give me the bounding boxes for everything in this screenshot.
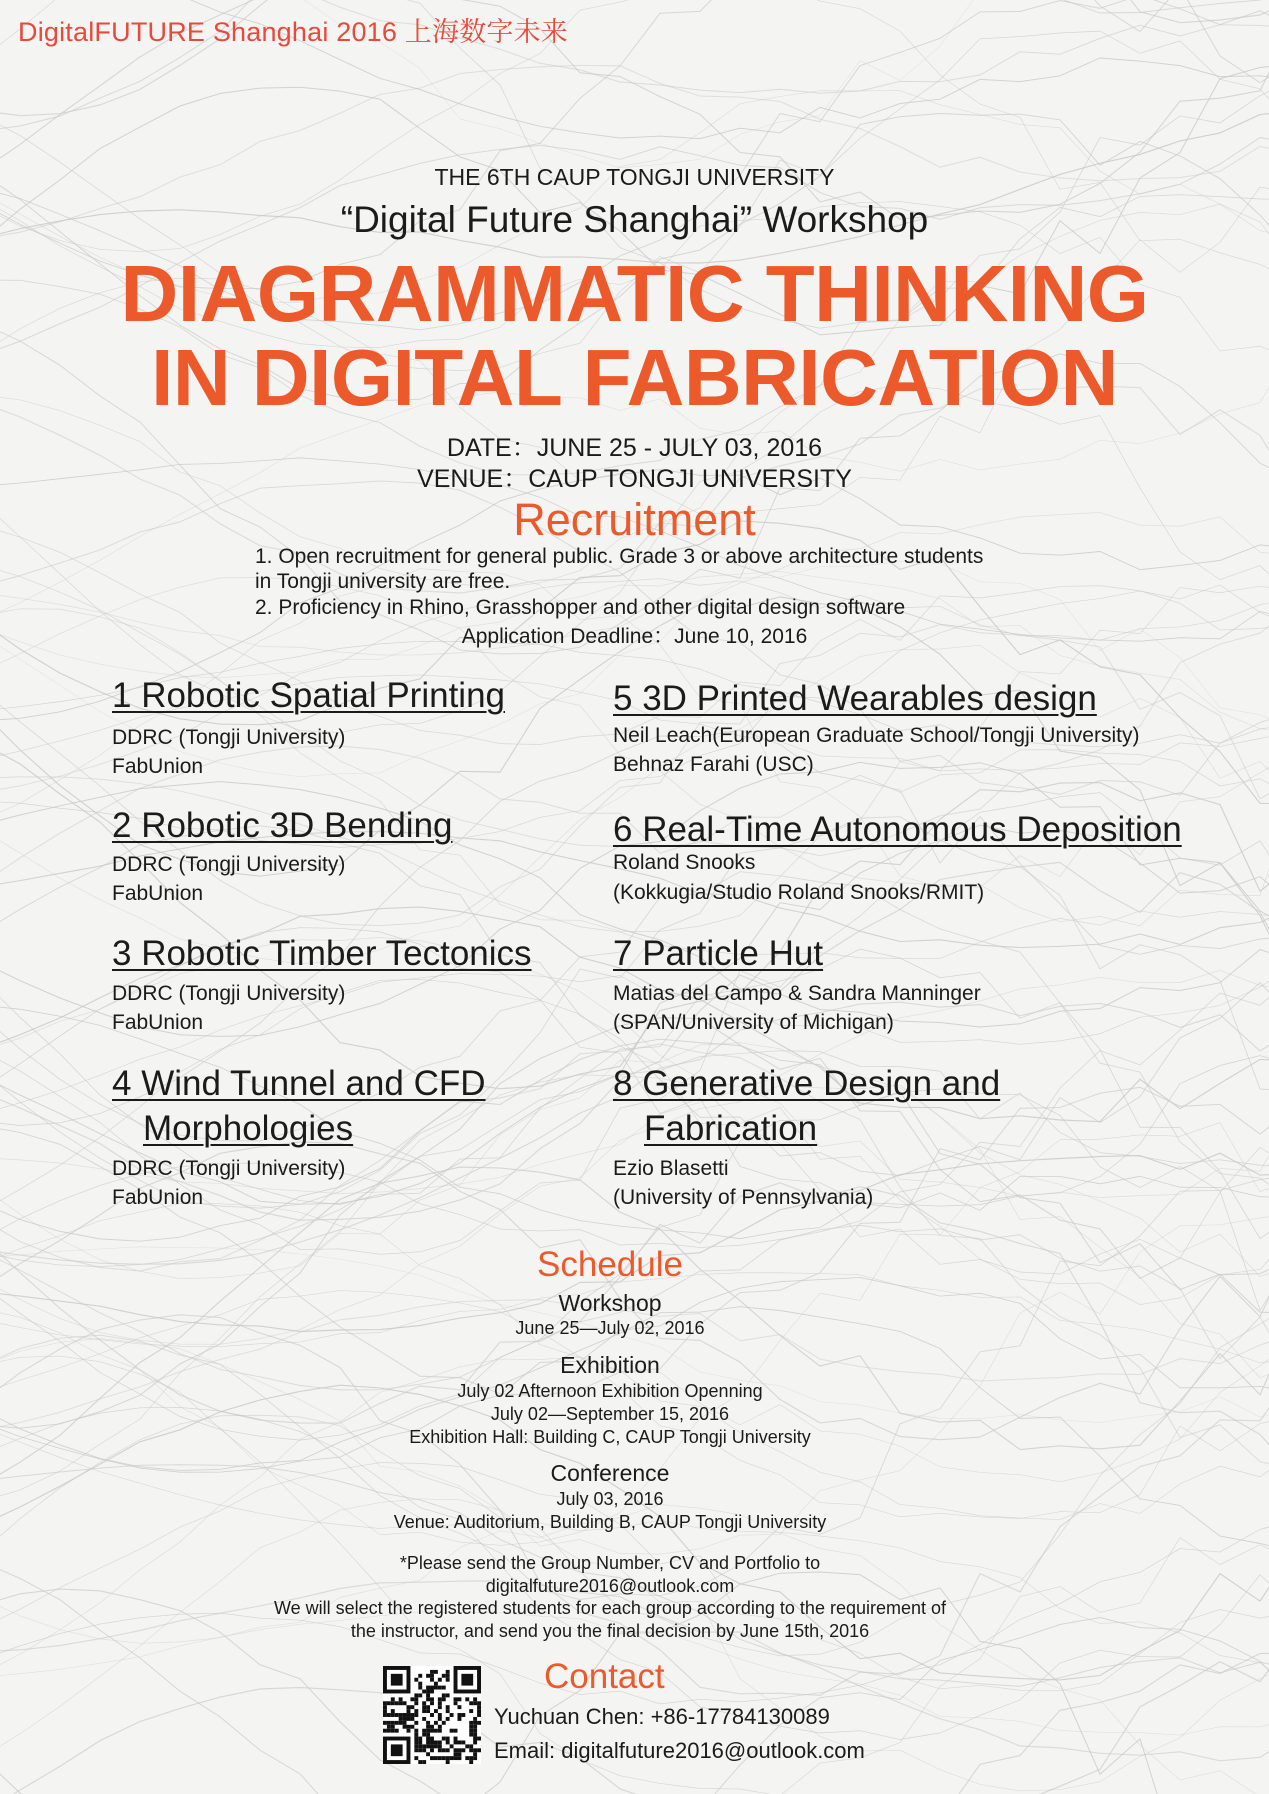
contact-phone: Yuchuan Chen: +86-17784130089 — [494, 1704, 830, 1729]
event-venue: VENUE：CAUP TONGJI UNIVERSITY — [417, 465, 852, 493]
schedule-exhibition-line: July 02—September 15, 2016 — [490, 1404, 730, 1424]
main-title-line2: IN DIGITAL FABRICATION — [151, 333, 1118, 422]
workshop-title-continued: Morphologies — [143, 1109, 354, 1148]
workshop-line: FabUnion — [112, 1186, 204, 1209]
application-email: digitalfuture2016@outlook.com — [485, 1576, 735, 1596]
workshop-title: 4 Wind Tunnel and CFD — [112, 1064, 486, 1103]
recruitment-line: 2. Proficiency in Rhino, Grasshopper and other digital design software — [255, 596, 906, 619]
qr-code-icon — [383, 1666, 481, 1764]
workshop-line: DDRC (Tongji University) — [112, 853, 346, 876]
workshop-subtitle: “Digital Future Shanghai” Workshop — [340, 199, 929, 240]
main-title-line1: DIAGRAMMATIC THINKING — [120, 249, 1149, 338]
workshop-title: 5 3D Printed Wearables design — [613, 679, 1097, 718]
application-note-line: the instructor, and send you the final decision by June 15th, 2016 — [350, 1621, 870, 1641]
schedule-workshop-label: Workshop — [558, 1290, 662, 1316]
schedule-heading: Schedule — [537, 1245, 683, 1284]
workshop-title: 2 Robotic 3D Bending — [112, 806, 453, 845]
workshop-line: Neil Leach(European Graduate School/Tongji University) — [613, 724, 1140, 747]
workshop-line: Matias del Campo & Sandra Manninger — [613, 982, 981, 1005]
workshop-line: Behnaz Farahi (USC) — [613, 753, 814, 776]
workshop-title: 7 Particle Hut — [613, 934, 824, 973]
contact-email: Email: digitalfuture2016@outlook.com — [494, 1738, 865, 1763]
workshop-line: Roland Snooks — [613, 851, 756, 874]
application-deadline: Application Deadline：June 10, 2016 — [461, 625, 808, 648]
schedule-exhibition-line: July 02 Afternoon Exhibition Openning — [457, 1381, 763, 1401]
workshop-title: 6 Real-Time Autonomous Deposition — [613, 810, 1182, 849]
workshop-title: 8 Generative Design and — [613, 1064, 1001, 1103]
workshop-line: Ezio Blasetti — [613, 1157, 729, 1180]
workshop-title: 3 Robotic Timber Tectonics — [112, 934, 532, 973]
brand-title: DigitalFUTURE Shanghai 2016 上海数字未来 — [18, 17, 568, 47]
workshop-line: FabUnion — [112, 755, 204, 778]
event-date: DATE：JUNE 25 - JULY 03, 2016 — [446, 434, 823, 462]
application-note-line: *Please send the Group Number, CV and Portfolio to — [399, 1553, 821, 1573]
workshop-line: (University of Pennsylvania) — [613, 1186, 874, 1209]
workshop-title-continued: Fabrication — [644, 1109, 818, 1148]
workshop-line: DDRC (Tongji University) — [112, 726, 346, 749]
schedule-conference-label: Conference — [550, 1460, 670, 1486]
schedule-exhibition-label: Exhibition — [560, 1352, 660, 1378]
schedule-exhibition-line: Exhibition Hall: Building C, CAUP Tongji University — [409, 1427, 811, 1447]
application-note-line: We will select the registered students for each group according to the requirement of — [273, 1598, 947, 1618]
schedule-conference-line: Venue: Auditorium, Building B, CAUP Tongji University — [393, 1512, 827, 1532]
workshop-title: 1 Robotic Spatial Printing — [112, 676, 505, 715]
schedule-conference-line: July 03, 2016 — [556, 1489, 664, 1509]
recruitment-line: in Tongji university are free. — [255, 570, 511, 593]
schedule-workshop-dates: June 25—July 02, 2016 — [515, 1318, 705, 1338]
workshop-line: FabUnion — [112, 882, 204, 905]
workshop-line: FabUnion — [112, 1011, 204, 1034]
workshop-line: (Kokkugia/Studio Roland Snooks/RMIT) — [613, 881, 985, 904]
workshop-line: DDRC (Tongji University) — [112, 982, 346, 1005]
recruitment-line: 1. Open recruitment for general public. Grade 3 or above architecture students — [255, 545, 984, 568]
workshop-line: DDRC (Tongji University) — [112, 1157, 346, 1180]
contact-heading: Contact — [544, 1657, 665, 1696]
university-subtitle: THE 6TH CAUP TONGJI UNIVERSITY — [434, 164, 835, 190]
recruitment-heading: Recruitment — [513, 494, 756, 545]
workshop-line: (SPAN/University of Michigan) — [613, 1011, 894, 1034]
